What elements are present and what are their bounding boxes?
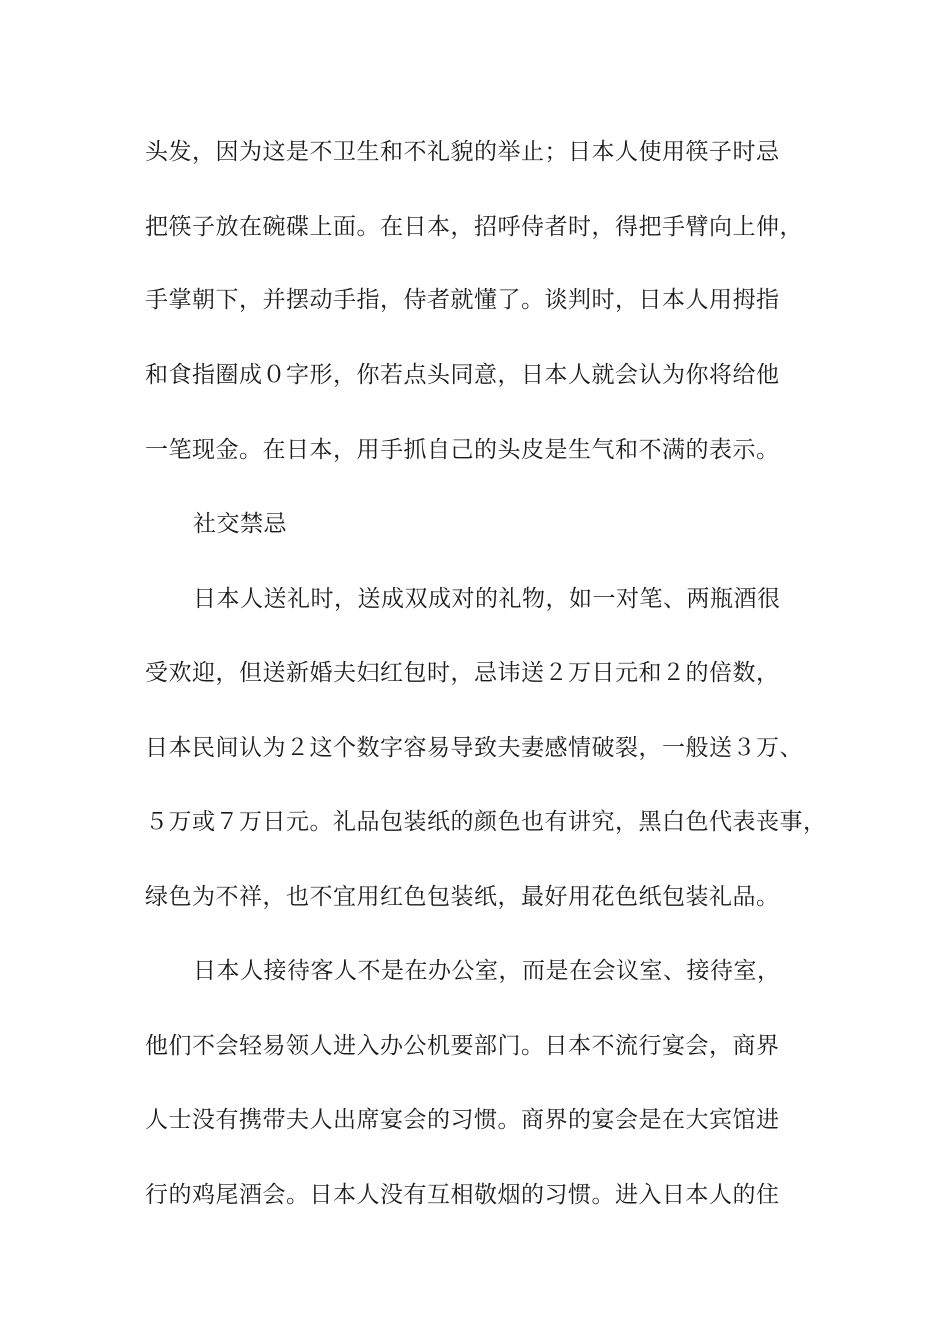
text-line: 把筷子放在碗碟上面。在日本，招呼侍者时，得把手臂向上伸， xyxy=(145,214,803,240)
paragraph-first-line: 日本人送礼时，送成双成对的礼物，如一对笔、两瓶酒很 xyxy=(193,586,781,612)
text-line: 绿色为不祥，也不宜用红色包装纸，最好用花色纸包装礼品。 xyxy=(145,884,780,910)
text-line: 手掌朝下，并摆动手指，侍者就懂了。谈判时，日本人用拇指 xyxy=(145,287,780,313)
text-line: 受欢迎，但送新婚夫妇红包时，忌讳送２万日元和２的倍数， xyxy=(145,660,780,686)
paragraph-first-line: 日本人接待客人不是在办公室，而是在会议室、接待室， xyxy=(193,958,781,984)
section-heading: 社交禁忌 xyxy=(193,511,287,537)
text-line: 人士没有携带夫人出席宴会的习惯。商界的宴会是在大宾馆进 xyxy=(145,1107,780,1133)
text-line: 他们不会轻易领人进入办公机要部门。日本不流行宴会，商界 xyxy=(145,1033,780,1059)
text-line: 一笔现金。在日本，用手抓自己的头皮是生气和不满的表示。 xyxy=(145,437,780,463)
text-line: 行的鸡尾酒会。日本人没有互相敬烟的习惯。进入日本人的住 xyxy=(145,1182,780,1208)
text-line: ５万或７万日元。礼品包装纸的颜色也有讲究，黑白色代表丧事， xyxy=(145,809,827,835)
text-line: 和食指圈成０字形，你若点头同意，日本人就会认为你将给他 xyxy=(145,362,780,388)
text-line: 日本民间认为２这个数字容易导致夫妻感情破裂，一般送３万、 xyxy=(145,735,803,761)
text-line: 头发，因为这是不卫生和不礼貌的举止；日本人使用筷子时忌 xyxy=(145,139,780,165)
